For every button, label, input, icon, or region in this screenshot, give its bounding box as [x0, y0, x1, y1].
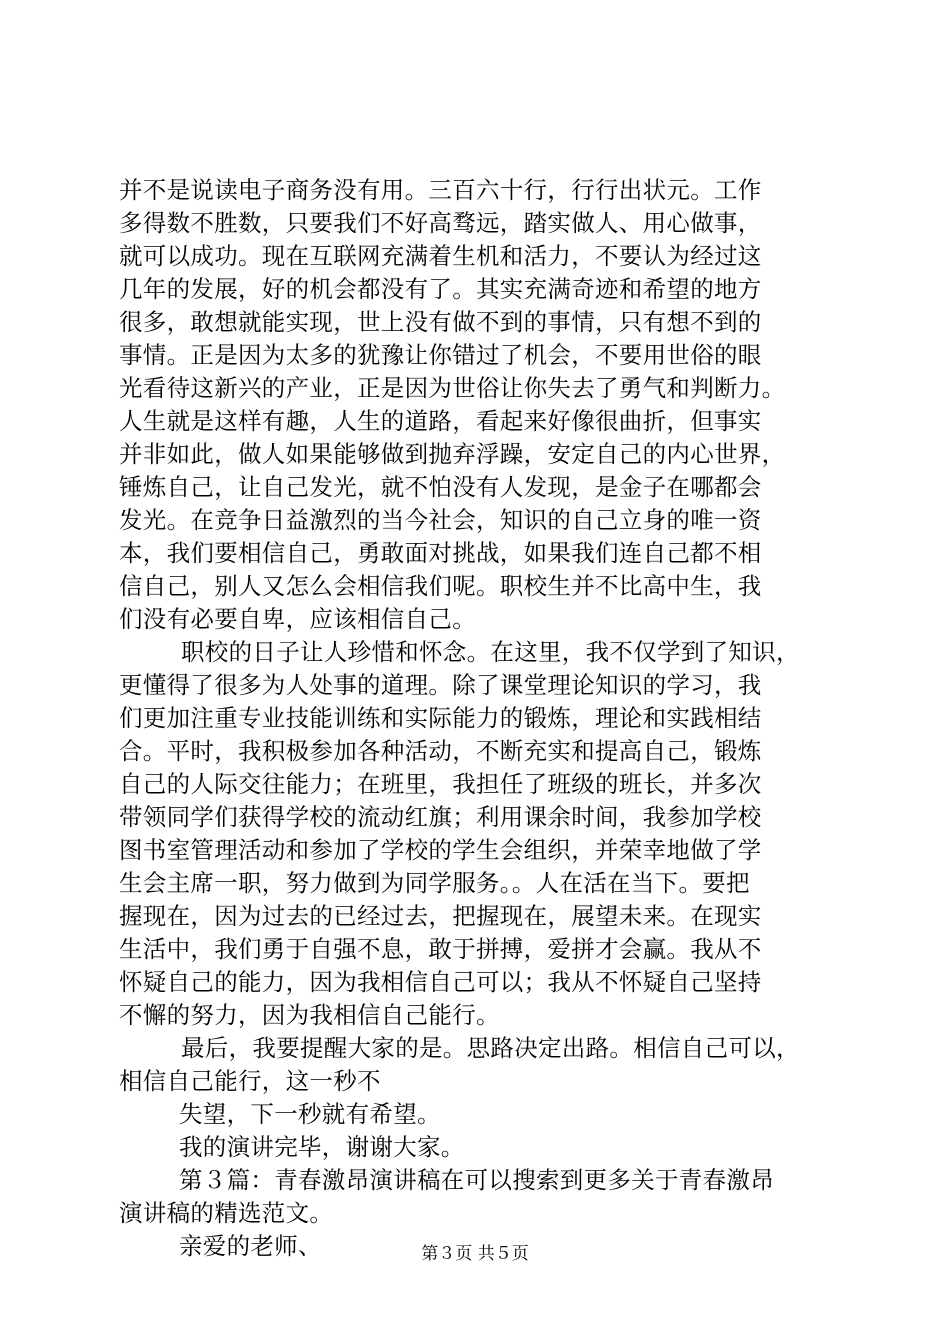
text-line: 发光。在竞争日益激烈的当今社会，知识的自己立身的唯一资: [119, 506, 762, 534]
text-line: 不懈的努力，因为我相信自己能行。: [119, 1001, 500, 1029]
text-line: 更懂得了很多为人处事的道理。除了课堂理论知识的学习，我: [119, 671, 762, 699]
text-line: 光看待这新兴的产业，正是因为世俗让你失去了勇气和判断力。: [119, 374, 786, 402]
text-line: 并不是说读电子商务没有用。三百六十行，行行出状元。工作: [119, 176, 762, 204]
text-line: 生会主席一职，努力做到为同学服务。。人在活在当下。要把: [119, 869, 750, 897]
text-line: 们没有必要自卑，应该相信自己。: [119, 605, 476, 633]
text-line: 握现在，因为过去的已经过去，把握现在，展望未来。在现实: [119, 902, 762, 930]
text-line: 事情。正是因为太多的犹豫让你错过了机会，不要用世俗的眼: [119, 341, 762, 369]
text-line: 怀疑自己的能力，因为我相信自己可以；我从不怀疑自己坚持: [119, 968, 762, 996]
text-line: 本，我们要相信自己，勇敢面对挑战，如果我们连自己都不相: [119, 539, 762, 567]
text-line: 图书室管理活动和参加了学校的学生会组织，并荣幸地做了学: [119, 836, 762, 864]
text-line: 合。平时，我积极参加各种活动，不断充实和提高自己，锻炼: [119, 737, 762, 765]
text-line: 多得数不胜数，只要我们不好高骛远，踏实做人、用心做事，: [119, 209, 762, 237]
text-line: 自己的人际交往能力；在班里，我担任了班级的班长，并多次: [119, 770, 762, 798]
paragraph-start-line: 失望，下一秒就有希望。: [179, 1100, 441, 1128]
text-line: 几年的发展，好的机会都没有了。其实充满奇迹和希望的地方: [119, 275, 762, 303]
salutation-line: 亲爱的老师、: [179, 1232, 322, 1260]
text-line: 带领同学们获得学校的流动红旗；利用课余时间，我参加学校: [119, 803, 762, 831]
text-line: 相信自己能行，这一秒不: [119, 1067, 381, 1095]
section-heading-line: 第３篇：青春激昂演讲稿在可以搜索到更多关于青春激昂: [179, 1166, 774, 1194]
text-line: 并非如此，做人如果能够做到抛弃浮躁，安定自己的内心世界，: [119, 440, 786, 468]
paragraph-start-line: 最后，我要提醒大家的是。思路决定出路。相信自己可以，: [181, 1034, 800, 1062]
page-number-footer: 第３页 共５页: [421, 1244, 529, 1264]
text-line: 锤炼自己，让自己发光，就不怕没有人发现，是金子在哪都会: [119, 473, 762, 501]
text-line: 人生就是这样有趣，人生的道路，看起来好像很曲折，但事实: [119, 407, 762, 435]
text-line: 们更加注重专业技能训练和实际能力的锻炼，理论和实践相结: [119, 704, 762, 732]
text-line: 很多，敢想就能实现，世上没有做不到的事情，只有想不到的: [119, 308, 762, 336]
paragraph-start-line: 我的演讲完毕，谢谢大家。: [179, 1133, 465, 1161]
text-line: 就可以成功。现在互联网充满着生机和活力，不要认为经过这: [119, 242, 762, 270]
text-line: 生活中，我们勇于自强不息，敢于拼搏，爱拼才会赢。我从不: [119, 935, 762, 963]
text-line: 演讲稿的精选范文。: [119, 1199, 334, 1227]
body-text: [119, 174, 839, 1263]
text-line: 信自己，别人又怎么会相信我们呢。职校生并不比高中生，我: [119, 572, 762, 600]
paragraph-start-line: 职校的日子让人珍惜和怀念。在这里，我不仅学到了知识，: [181, 638, 800, 666]
